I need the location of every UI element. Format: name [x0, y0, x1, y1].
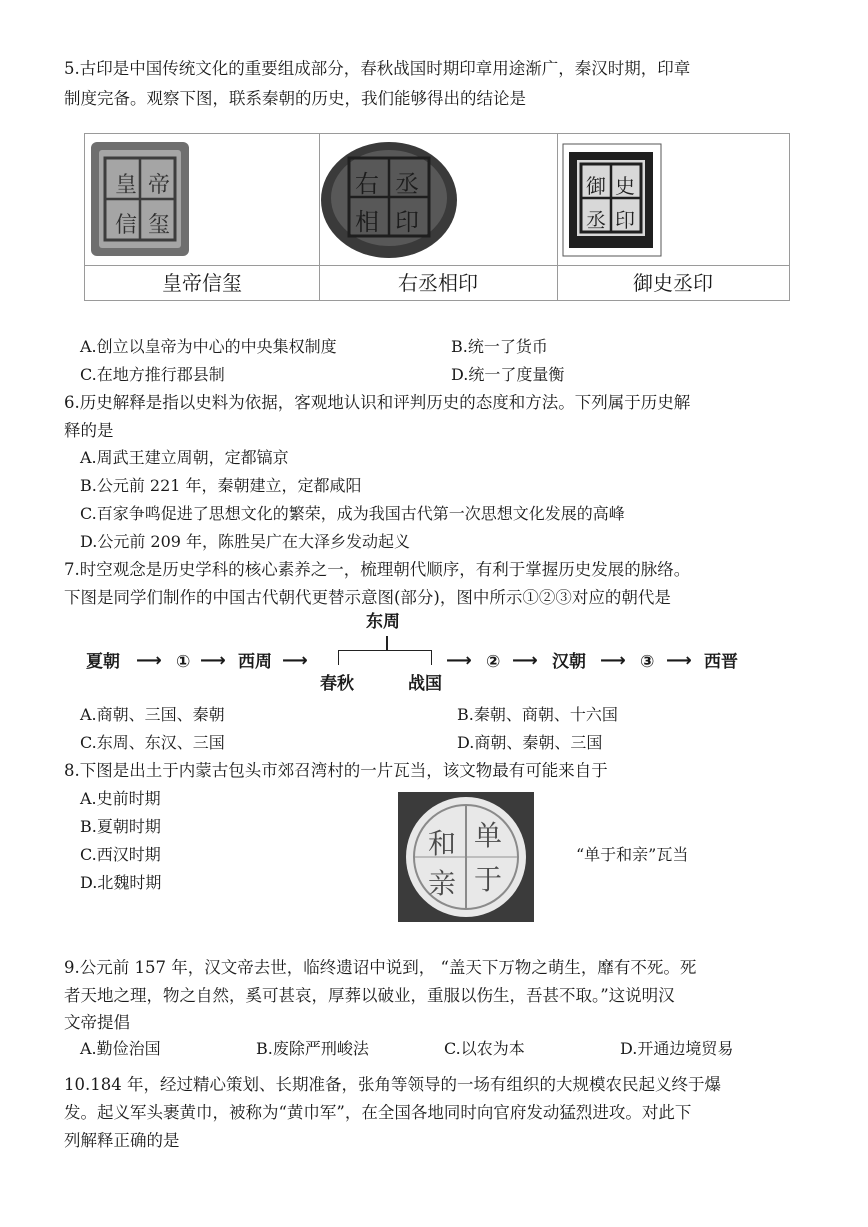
- q5-stem-line1: 5.古印是中国传统文化的重要组成部分，春秋战国时期印章用途渐广，秦汉时期，印章: [64, 59, 691, 78]
- seal-label-huangdi-xinxi: 皇帝信玺: [85, 266, 320, 301]
- dynasty-xizhou: 西周: [238, 652, 272, 672]
- seal-char: 丞: [395, 170, 419, 198]
- tile-image: [398, 792, 534, 922]
- dynasty-chunqiu: 春秋: [320, 674, 354, 694]
- dynasty-xia: 夏朝: [86, 652, 120, 672]
- tile-caption: “单于和亲”瓦当: [576, 845, 689, 864]
- q6-option-c: C.百家争鸣促进了思想文化的繁荣，成为我国古代第一次思想文化发展的高峰: [80, 504, 625, 523]
- q9-option-d: D.开通边境贸易: [620, 1039, 734, 1058]
- q9-option-b: B.废除严刑峻法: [256, 1039, 369, 1058]
- tile-char: 于: [474, 863, 503, 896]
- seal-char: 印: [395, 208, 419, 236]
- q6-option-a: A.周武王建立周朝，定都镐京: [80, 448, 289, 467]
- q10-stem-line1: 10.184 年，经过精心策划、长期准备，张角等领导的一场有组织的大规模农民起义终于爆: [64, 1075, 721, 1094]
- q9-option-c: C.以农为本: [444, 1039, 525, 1058]
- q5-option-a: A.创立以皇帝为中心的中央集权制度: [80, 337, 337, 356]
- seal-char: 丞: [586, 208, 606, 232]
- seal-label-yushi-chengyin: 御史丞印: [633, 271, 713, 295]
- dynasty-dongzhou: 东周: [366, 612, 400, 632]
- q7-option-d: D.商朝、秦朝、三国: [457, 733, 603, 752]
- seal-char: 相: [355, 208, 379, 236]
- seal-char: 御: [586, 174, 606, 198]
- q8-option-d: D.北魏时期: [80, 873, 162, 892]
- q7-stem-line2: 下图是同学们制作的中国古代朝代更替示意图(部分)，图中所示①②③对应的朝代是: [64, 588, 671, 607]
- dynasty-zhanguo: 战国: [408, 674, 442, 694]
- q6-option-b: B.公元前 221 年，秦朝建立，定都咸阳: [80, 476, 362, 495]
- q10-stem-line2: 发。起义军头裹黄巾，被称为“黄巾军”，在全国各地同时向官府发动猛烈进攻。对此下: [64, 1103, 692, 1122]
- dynasty-blank-1: ①: [176, 652, 191, 672]
- seal-char: 史: [615, 174, 635, 198]
- dynasty-han: 汉朝: [552, 652, 586, 672]
- q7-option-a: A.商朝、三国、秦朝: [80, 705, 225, 724]
- q9-stem-line3: 文帝提倡: [64, 1013, 130, 1032]
- seal-char: 帝: [148, 173, 171, 198]
- tile-photo: [398, 792, 534, 922]
- seal-label-row: [85, 265, 789, 301]
- seal-image-yushi-chengyin: [557, 134, 789, 265]
- q9-stem-line1: 9.公元前 157 年，汉文帝去世，临终遗诏中说到， “盖天下万物之萌生，靡有不死。死: [64, 958, 697, 977]
- seal-image-you-chengxiang-yin: [319, 134, 557, 265]
- q5-option-c: C.在地方推行郡县制: [80, 365, 225, 384]
- tile-char: 单: [474, 819, 503, 852]
- arrow-icon: ⟶: [512, 650, 538, 671]
- seal-char: 皇: [115, 173, 138, 198]
- q8-stem-line1: 8.下图是出土于内蒙古包头市郊召湾村的一片瓦当，该文物最有可能来自于: [64, 761, 608, 780]
- q5-option-b: B.统一了货币: [451, 337, 548, 356]
- dynasty-blank-2: ②: [486, 652, 501, 672]
- seal-image-huangdi-xinxi: [85, 134, 319, 265]
- tile-char: 亲: [428, 867, 457, 900]
- arrow-icon: ⟶: [136, 650, 162, 671]
- seal-table: [84, 133, 790, 301]
- seal-cell-2: [319, 134, 558, 265]
- seal-char: 信: [115, 213, 138, 238]
- seal-char: 右: [355, 170, 379, 198]
- dynasty-blank-3: ③: [640, 652, 655, 672]
- seal-char: 玺: [148, 213, 171, 238]
- bracket-stem: [386, 636, 388, 650]
- arrow-icon: ⟶: [282, 650, 308, 671]
- q5-option-d: D.统一了度量衡: [451, 365, 565, 384]
- seal-label-you-chengxiang-yin: 右丞相印: [319, 266, 558, 301]
- q8-option-c: C.西汉时期: [80, 845, 161, 864]
- q7-option-c: C.东周、东汉、三国: [80, 733, 225, 752]
- arrow-icon: ⟶: [200, 650, 226, 671]
- seal-char: 印: [615, 208, 635, 232]
- q7-option-b: B.秦朝、商朝、十六国: [457, 705, 618, 724]
- dynasty-xijin: 西晋: [704, 652, 738, 672]
- tile-char: 和: [428, 827, 457, 860]
- q8-option-a: A.史前时期: [80, 789, 161, 808]
- seal-cell-3: [557, 134, 789, 265]
- q10-stem-line3: 列解释正确的是: [64, 1131, 180, 1150]
- q5-stem-line2: 制度完备。观察下图，联系秦朝的历史，我们能够得出的结论是: [64, 89, 526, 108]
- q6-stem-line2: 释的是: [64, 421, 114, 440]
- q9-stem-line2: 者天地之理，物之自然，奚可甚哀，厚葬以破业，重服以伤生，吾甚不取。”这说明汉: [64, 986, 675, 1005]
- arrow-icon: ⟶: [600, 650, 626, 671]
- arrow-icon: ⟶: [666, 650, 692, 671]
- seal-cell-1: [85, 134, 320, 265]
- q9-option-a: A.勤俭治国: [80, 1039, 161, 1058]
- q8-option-b: B.夏朝时期: [80, 817, 161, 836]
- q7-stem-line1: 7.时空观念是历史学科的核心素养之一，梳理朝代顺序，有利于掌握历史发展的脉络。: [64, 560, 691, 579]
- q6-stem-line1: 6.历史解释是指以史料为依据，客观地认识和评判历史的态度和方法。下列属于历史解: [64, 393, 691, 412]
- arrow-icon: ⟶: [446, 650, 472, 671]
- bracket: [338, 650, 432, 665]
- q6-option-d: D.公元前 209 年，陈胜吴广在大泽乡发动起义: [80, 532, 411, 551]
